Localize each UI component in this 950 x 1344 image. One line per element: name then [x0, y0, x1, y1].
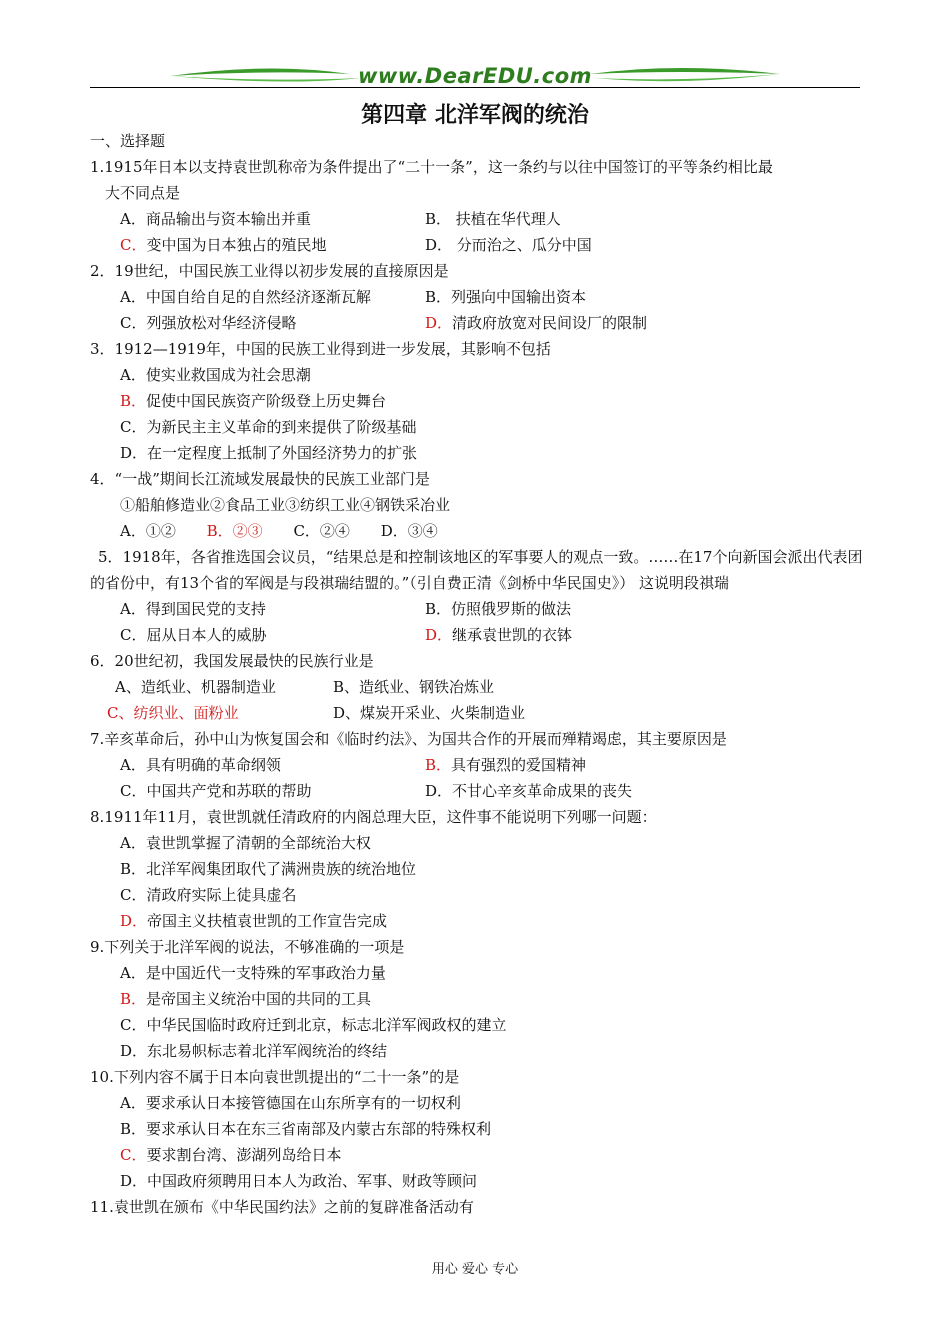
option-d: D．③④ — [380, 522, 438, 540]
question-4-stem: 4．“一战”期间长江流域发展最快的民族工业部门是 — [90, 470, 430, 488]
question-4-options-row — [90, 518, 865, 544]
option-a: A．①② — [120, 522, 176, 540]
option-d: D．在一定程度上抵制了外国经济势力的扩张 — [120, 444, 418, 462]
option-b: B．仿照俄罗斯的做法 — [425, 600, 572, 618]
answer-key: B． — [425, 756, 452, 774]
option-b: B．要求承认日本在东三省南部及内蒙古东部的特殊权利 — [120, 1120, 492, 1138]
option-d: D．继承袁世凯的衣钵 — [425, 626, 573, 644]
site-logo-text: www.DearEDU.com — [357, 64, 593, 88]
question-1-stem-cont: 大不同点是 — [105, 184, 181, 202]
section-heading: 一、选择题 — [90, 132, 166, 150]
option-b: B．具有强烈的爱国精神 — [425, 756, 587, 774]
question-11-stem: 11.袁世凯在颁布《中华民国约法》之前的复辟准备活动有 — [90, 1198, 474, 1216]
question-3-stem: 3．1912—1919年，中国的民族工业得到进一步发展，其影响不包括 — [90, 340, 551, 358]
option-c: C．屈从日本人的威胁 — [120, 626, 267, 644]
answer-key: D． — [120, 912, 148, 930]
option-b: B．促使中国民族资产阶级登上历史舞台 — [120, 392, 387, 410]
option-a: A．使实业救国成为社会思潮 — [120, 366, 311, 384]
question-9-stem: 9.下列关于北洋军阀的说法，不够准确的一项是 — [90, 938, 405, 956]
question-2-options-row — [90, 284, 865, 310]
answer-key: D． — [425, 314, 453, 332]
header-rule — [90, 87, 860, 88]
option-c: C．列强放松对华经济侵略 — [120, 314, 297, 332]
option-a: A．中国自给自足的自然经济逐渐瓦解 — [120, 288, 371, 306]
question-6-options-row — [90, 674, 865, 700]
question-5-options-row — [90, 596, 865, 622]
option-a: A．袁世凯掌握了清朝的全部统治大权 — [120, 834, 371, 852]
option-c: C．要求割台湾、澎湖列岛给日本 — [120, 1146, 342, 1164]
question-1-stem: 1.1915年日本以支持袁世凯称帝为条件提出了“二十一条”，这一条约与以往中国签订的平等条约相比最 — [90, 158, 773, 176]
question-1-options-row — [90, 232, 865, 258]
option-a: A、造纸业、机器制造业 — [115, 678, 276, 696]
option-c: C、纺织业、面粉业 — [107, 704, 239, 722]
question-10-stem: 10.下列内容不属于日本向袁世凯提出的“二十一条”的是 — [90, 1068, 460, 1086]
option-d: D．中国政府须聘用日本人为政治、军事、财政等顾问 — [120, 1172, 478, 1190]
answer-key: C． — [120, 1146, 147, 1164]
question-2-options-row — [90, 310, 865, 336]
answer-key: B． — [120, 990, 147, 1008]
option-c: C．中国共产党和苏联的帮助 — [120, 782, 312, 800]
question-7-options-row — [90, 752, 865, 778]
option-c: C．中华民国临时政府迁到北京，标志北洋军阀政权的建立 — [120, 1016, 507, 1034]
option-d: D、煤炭开采业、火柴制造业 — [333, 704, 526, 722]
question-1-options-row — [90, 206, 865, 232]
page-footer: 用心 爱心 专心 — [431, 1262, 519, 1277]
option-d: D．清政府放宽对民间设厂的限制 — [425, 314, 648, 332]
option-b: B． 扶植在华代理人 — [425, 210, 561, 228]
option-c: C．清政府实际上徒具虚名 — [120, 886, 297, 904]
option-b: B．北洋军阀集团取代了满洲贵族的统治地位 — [120, 860, 417, 878]
question-2-stem: 2．19世纪，中国民族工业得以初步发展的直接原因是 — [90, 262, 449, 280]
option-a: A．是中国近代一支特殊的军事政治力量 — [120, 964, 386, 982]
question-5-options-row — [90, 622, 865, 648]
question-8-stem: 8.1911年11月，袁世凯就任清政府的内阁总理大臣，这件事不能说明下列哪一问题： — [90, 808, 657, 826]
question-5-stem: 5．1918年，各省推选国会议员，“结果总是和控制该地区的军事要人的观点一致。……在17个向新国会派出代表团的省份中，有13个省的军阀是与段祺瑞结盟的。”（引自费正清《剑桥中华民国史》） 这说明段祺瑞 — [90, 548, 863, 592]
option-a: A．得到国民党的支持 — [120, 600, 266, 618]
option-a: A．具有明确的革命纲领 — [120, 756, 281, 774]
answer-key: B． — [120, 392, 147, 410]
option-b: B、造纸业、钢铁冶炼业 — [333, 678, 495, 696]
question-6-stem: 6．20世纪初，我国发展最快的民族行业是 — [90, 652, 374, 670]
option-a: A．商品输出与资本输出并重 — [120, 210, 311, 228]
option-d: D．东北易帜标志着北洋军阀统治的终结 — [120, 1042, 388, 1060]
option-b: B．是帝国主义统治中国的共同的工具 — [120, 990, 372, 1008]
option-b: B．列强向中国输出资本 — [425, 288, 587, 306]
answer-key: C． — [120, 236, 147, 254]
option-a: A．要求承认日本接管德国在山东所享有的一切权利 — [120, 1094, 461, 1112]
answer-key: D． — [425, 626, 453, 644]
option-c: C．②④ — [293, 522, 350, 540]
question-7-options-row — [90, 778, 865, 804]
option-b: B．②③ — [206, 522, 263, 540]
option-c: C．为新民主主义革命的到来提供了阶级基础 — [120, 418, 417, 436]
page-title: 第四章 北洋军阀的统治 — [361, 103, 589, 128]
option-c: C．变中国为日本独占的殖民地 — [120, 236, 327, 254]
option-d: D．不甘心辛亥革命成果的丧失 — [425, 782, 633, 800]
question-7-stem: 7.辛亥革命后，孙中山为恢复国会和《临时约法》、为国共合作的开展而殚精竭虑，其主要原因是 — [90, 730, 727, 748]
question-6-options-row — [90, 700, 865, 726]
question-list — [90, 128, 865, 1220]
question-4-items: ①船舶修造业②食品工业③纺织工业④钢铁采冶业 — [120, 496, 451, 514]
option-d: D． 分而治之、瓜分中国 — [425, 236, 592, 254]
option-d: D．帝国主义扶植袁世凯的工作宣告完成 — [120, 912, 388, 930]
